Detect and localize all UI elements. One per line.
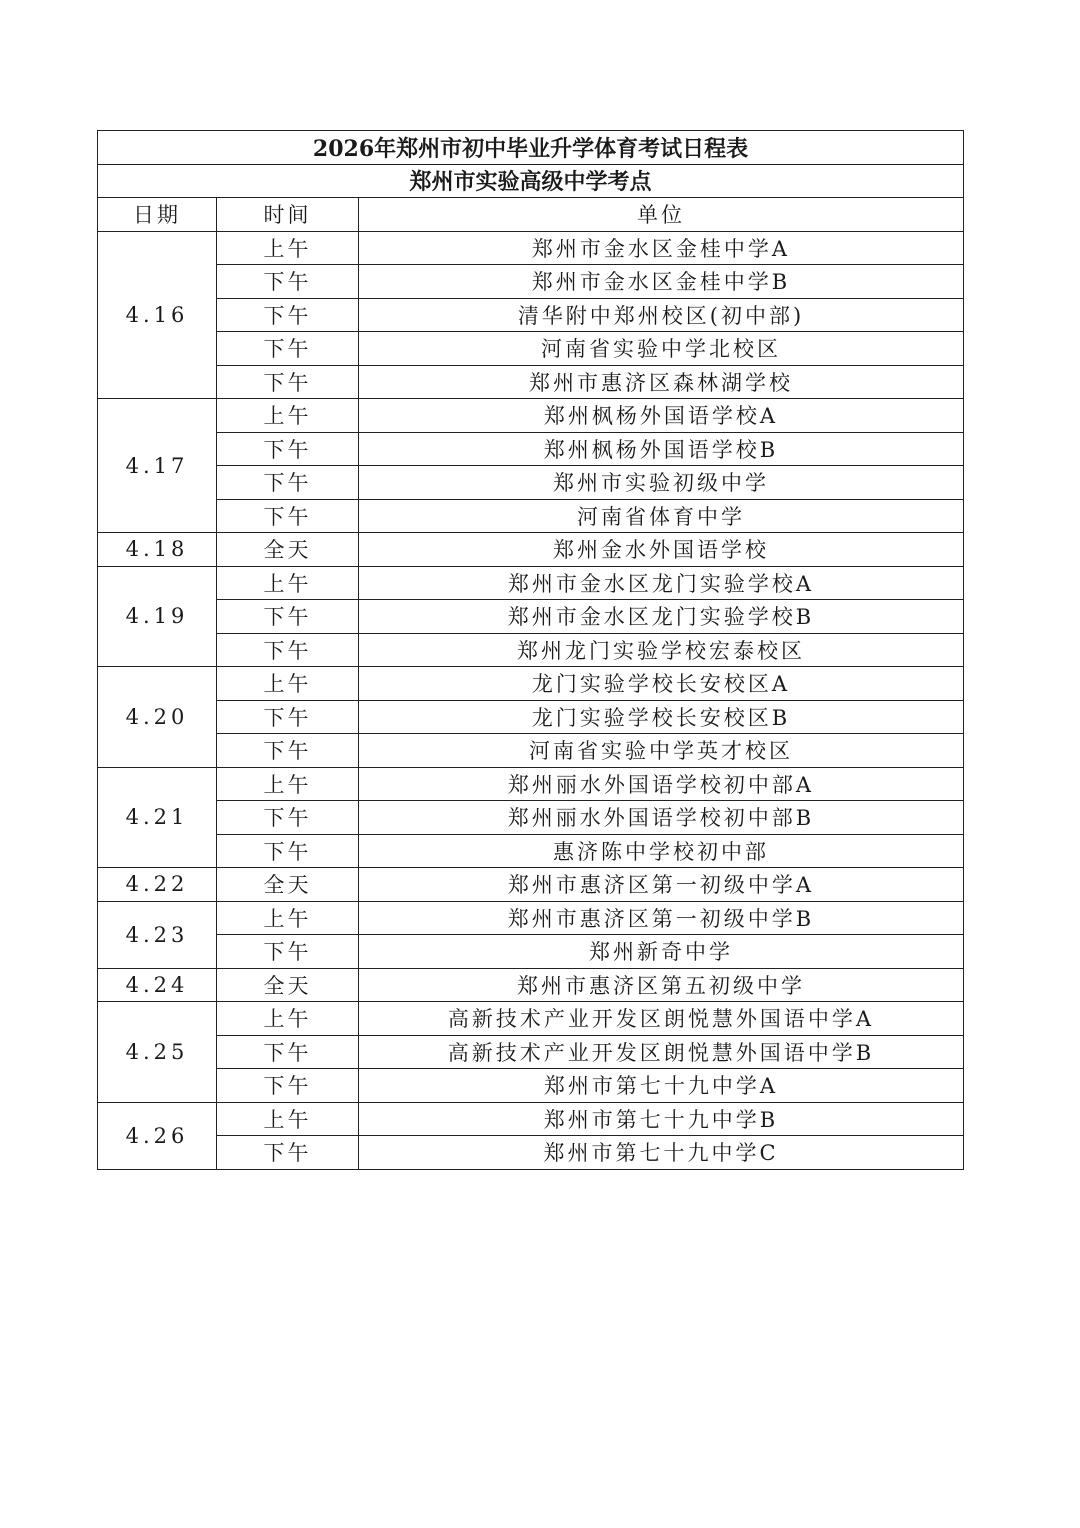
- time-cell: 下午: [217, 298, 359, 332]
- time-cell: 下午: [217, 1035, 359, 1069]
- table-row: [98, 901, 964, 935]
- time-cell: 上午: [217, 231, 359, 265]
- unit-cell: 郑州金水外国语学校: [359, 533, 964, 567]
- unit-cell: 郑州枫杨外国语学校B: [359, 432, 964, 466]
- table-row: [98, 1136, 964, 1170]
- unit-cell: 龙门实验学校长安校区A: [359, 667, 964, 701]
- unit-cell: 郑州市惠济区第一初级中学A: [359, 868, 964, 902]
- table-row: [98, 968, 964, 1002]
- date-cell: 4.26: [98, 1102, 217, 1169]
- date-cell: 4.19: [98, 566, 217, 667]
- header-date: 日期: [98, 198, 217, 232]
- time-cell: 下午: [217, 700, 359, 734]
- table-row: [98, 1069, 964, 1103]
- title-row: [98, 131, 964, 165]
- time-cell: 下午: [217, 834, 359, 868]
- unit-cell: 郑州新奇中学: [359, 935, 964, 969]
- unit-cell: 郑州市第七十九中学C: [359, 1136, 964, 1170]
- time-cell: 上午: [217, 767, 359, 801]
- table-row: [98, 734, 964, 768]
- table-row: [98, 700, 964, 734]
- time-cell: 下午: [217, 734, 359, 768]
- time-cell: 下午: [217, 466, 359, 500]
- table-row: [98, 600, 964, 634]
- unit-cell: 郑州市惠济区森林湖学校: [359, 365, 964, 399]
- table-row: [98, 834, 964, 868]
- header-row: [98, 198, 964, 232]
- table-row: [98, 432, 964, 466]
- date-cell: 4.18: [98, 533, 217, 567]
- unit-cell: 河南省体育中学: [359, 499, 964, 533]
- header-time: 时间: [217, 198, 359, 232]
- time-cell: 下午: [217, 801, 359, 835]
- time-cell: 下午: [217, 265, 359, 299]
- date-cell: 4.16: [98, 231, 217, 399]
- time-cell: 下午: [217, 1136, 359, 1170]
- table-row: [98, 566, 964, 600]
- table-row: [98, 533, 964, 567]
- table-row: [98, 667, 964, 701]
- unit-cell: 清华附中郑州校区(初中部): [359, 298, 964, 332]
- unit-cell: 惠济陈中学校初中部: [359, 834, 964, 868]
- header-unit: 单位: [359, 198, 964, 232]
- date-cell: 4.22: [98, 868, 217, 902]
- time-cell: 上午: [217, 901, 359, 935]
- table-row: [98, 365, 964, 399]
- time-cell: 下午: [217, 432, 359, 466]
- unit-cell: 郑州枫杨外国语学校A: [359, 399, 964, 433]
- time-cell: 下午: [217, 499, 359, 533]
- table-subtitle: 郑州市实验高级中学考点: [98, 164, 964, 198]
- unit-cell: 郑州丽水外国语学校初中部A: [359, 767, 964, 801]
- unit-cell: 郑州市金水区金桂中学B: [359, 265, 964, 299]
- schedule-table: [97, 130, 964, 1170]
- time-cell: 上午: [217, 399, 359, 433]
- unit-cell: 郑州市金水区龙门实验学校A: [359, 566, 964, 600]
- time-cell: 上午: [217, 1002, 359, 1036]
- time-cell: 下午: [217, 365, 359, 399]
- table-row: [98, 1002, 964, 1036]
- schedule-body: [98, 131, 964, 1170]
- table-title: 2026年郑州市初中毕业升学体育考试日程表: [98, 131, 964, 165]
- time-cell: 全天: [217, 868, 359, 902]
- unit-cell: 郑州市惠济区第五初级中学: [359, 968, 964, 1002]
- unit-cell: 高新技术产业开发区朗悦慧外国语中学B: [359, 1035, 964, 1069]
- date-cell: 4.25: [98, 1002, 217, 1103]
- unit-cell: 郑州龙门实验学校宏泰校区: [359, 633, 964, 667]
- unit-cell: 郑州市第七十九中学A: [359, 1069, 964, 1103]
- table-row: [98, 935, 964, 969]
- unit-cell: 龙门实验学校长安校区B: [359, 700, 964, 734]
- table-row: [98, 1035, 964, 1069]
- date-cell: 4.20: [98, 667, 217, 768]
- time-cell: 下午: [217, 633, 359, 667]
- unit-cell: 郑州市实验初级中学: [359, 466, 964, 500]
- table-row: [98, 298, 964, 332]
- date-cell: 4.21: [98, 767, 217, 868]
- unit-cell: 河南省实验中学北校区: [359, 332, 964, 366]
- table-row: [98, 466, 964, 500]
- table-row: [98, 1102, 964, 1136]
- unit-cell: 郑州市第七十九中学B: [359, 1102, 964, 1136]
- table-row: [98, 767, 964, 801]
- subtitle-row: [98, 164, 964, 198]
- time-cell: 下午: [217, 1069, 359, 1103]
- date-cell: 4.17: [98, 399, 217, 533]
- time-cell: 上午: [217, 667, 359, 701]
- time-cell: 上午: [217, 1102, 359, 1136]
- table-row: [98, 231, 964, 265]
- time-cell: 全天: [217, 968, 359, 1002]
- time-cell: 全天: [217, 533, 359, 567]
- table-row: [98, 265, 964, 299]
- unit-cell: 河南省实验中学英才校区: [359, 734, 964, 768]
- unit-cell: 郑州丽水外国语学校初中部B: [359, 801, 964, 835]
- unit-cell: 郑州市金水区龙门实验学校B: [359, 600, 964, 634]
- unit-cell: 郑州市惠济区第一初级中学B: [359, 901, 964, 935]
- time-cell: 下午: [217, 332, 359, 366]
- table-row: [98, 499, 964, 533]
- table-row: [98, 868, 964, 902]
- date-cell: 4.24: [98, 968, 217, 1002]
- unit-cell: 高新技术产业开发区朗悦慧外国语中学A: [359, 1002, 964, 1036]
- time-cell: 上午: [217, 566, 359, 600]
- time-cell: 下午: [217, 600, 359, 634]
- date-cell: 4.23: [98, 901, 217, 968]
- table-row: [98, 633, 964, 667]
- time-cell: 下午: [217, 935, 359, 969]
- unit-cell: 郑州市金水区金桂中学A: [359, 231, 964, 265]
- table-row: [98, 399, 964, 433]
- table-row: [98, 801, 964, 835]
- table-row: [98, 332, 964, 366]
